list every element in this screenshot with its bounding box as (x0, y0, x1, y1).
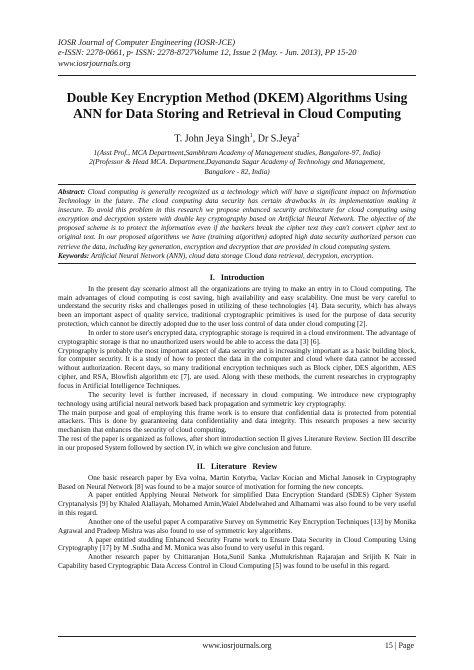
paragraph: A paper entitled Applying Neural Network for simplified Data Encryption Standard (SDES) Cipher System Cryptanalysis [9] by Khaled Alallayah, Mohamed Amin,Waiel Abdelwahed and Alhamami was also found to be very useful in this regard. (58, 491, 416, 518)
footer-rule (58, 636, 416, 637)
keywords-text: Artificial Neural Network (ANN), cloud data storage Cloud data retrieval, decryption, encryption. (89, 251, 374, 260)
affiliation-2-cont: Bangalore - 82, India) (204, 166, 270, 176)
footer-url: www.iosrjournals.org (202, 641, 272, 650)
author-name: T. John Jeya Singh (174, 133, 250, 145)
abstract-top-rule (58, 184, 416, 185)
section-number: I. (209, 272, 215, 282)
paragraph: The security level is further increased, if necessary in cloud computing. We introduce new cryptography technology using artificial neural network based back propagation and symmetric key cryptography. (58, 390, 416, 408)
journal-issn: e-ISSN: 2278-0661, p- ISSN: 2278-8727Volume 12, Issue 2 (May. - Jun. 2013), PP 15-20 (58, 48, 357, 58)
keywords (58, 252, 416, 261)
section-title: Literature Review (210, 461, 278, 471)
journal-name: IOSR Journal of Computer Engineering (IOSR-JCE) (58, 38, 236, 47)
abstract-bottom-rule (58, 263, 416, 264)
author-name: Dr S.Jeya (257, 133, 297, 145)
author-sup: 1 (249, 133, 253, 140)
page-number: 15 | Page (384, 641, 414, 650)
paragraph: In the present day scenario almost all the organizations are trying to make an entry in to Cloud computing. The main advantages of cloud computing is cost saving, high availability and easy scalability. One must be very careful to understand the security risks and challenges posed in utilizing of these technologies [4]. Data security, which has always been an important aspect of quality service, traditional cryptographic primitives is used for the purpose of data security protection, which cannot be directly adopted due to the user loss control of data under cloud computing [2]. (58, 284, 416, 329)
affiliation-2: 2(Professor & Head MCA. Department,Dayananda Sagar Academy of Technology and Management, (89, 157, 385, 167)
paragraph: One basic research paper by Eva volna, Martin Kotyrba, Vaclav Kocian and Michal Janosek in Cryptography Based on Neural Network [8] was found to be a major source of motivation for forming the new concepts. (58, 473, 416, 491)
journal-url: www.iosrjournals.org (58, 58, 131, 68)
abstract-text: Cloud computing is generally recognized as a technology which will have a significant impact on Information Technology in the future. The cloud computing data security has certain drawbacks in its implementation making it insecure. To avoid this problem in this research we propose enhanced security architecture for cloud computing using encryption and decryption system with double key cryptography based on Artificial Neural Network. The objective of the proposed scheme is to protect the information even if the hackers break the cipher text they can't convert cipher text to original text. In our proposed algorithms we have (training algorithm) adopted high data security authorized person can retrieve the data, including key generation, encryption and decryption that are provided in cloud computing system. (58, 187, 416, 251)
abstract (58, 188, 416, 252)
paragraph: A paper entitled studding Enhanced Security Frame work to Ensure Data Security in Cloud Computing Using Cryptography [17] by M .Sudha and M. Monica was also found to very useful in this regard. (58, 535, 416, 553)
section-title: Introduction (220, 272, 265, 282)
paragraph: The rest of the paper is organized as follows, after short introduction section II gives Literature Review. Section III describe in our proposed System followed by section IV, in which we give conclusion and future. (58, 435, 416, 452)
keywords-label: Keywords: (58, 251, 90, 260)
section-heading-literature-review (58, 462, 416, 472)
header-rule (58, 75, 416, 76)
abstract-label: Abstract: (58, 187, 86, 196)
section-heading-introduction (58, 273, 416, 283)
affiliation-1: 1(Asst Prof., MCA Department,Sambhram Academy of Management studies, Bangalore-97, India) (93, 147, 381, 157)
section-number: II. (196, 461, 205, 471)
journal-header (58, 38, 416, 69)
paragraph: The main purpose and goal of employing this frame work is to ensure that confidential data is protected from potential attackers. This is done by guaranteeing data confidentiality and data integrity. This research proposes a new security mechanism that enhances the security of cloud computing. (58, 408, 416, 435)
paragraph: Cryptography is probably the most important aspect of data security and is increasingly important as a basic building block, for computer security. It is a study of how to protect the data in the computer and cloud where data cannot be accessed without authorization. Recent days, so many traditional encryption techniques such as Block cipher, DES algorithm, AES cipher, and RSA, Blowfish algorithm etc [7], are used. Along with these methods, the current researches in cryptography focus in Artificial Intelligence Techniques. (58, 346, 416, 390)
author-line (58, 130, 416, 145)
affiliations (58, 148, 416, 176)
paper-title: Double Key Encryption Method (DKEM) Algorithms Using ANN for Data Storing and Retrieval in Cloud Computing (66, 90, 408, 121)
paragraph: Another research paper by Chittaranjan Hota,Sunil Sanka ,Muttukrishnan Rajarajan and Srijith K Nair in Capability based Cryptographic Data Access Control in Cloud Computing [5] was found to be useful in this regard. (58, 553, 416, 571)
author-sup: 2 (296, 133, 300, 140)
author-separator: , (252, 133, 258, 145)
paragraph: Another one of the useful paper A comparative Survey on Symmetric Key Encryption Techniques [13] by Monika Agrawal and Pradeep Mishra was also found to use of symmetric key algorithms. (58, 517, 416, 535)
paragraph: In order to store user's encrypted data, cryptographic storage is required in a cloud environment. The advantage of cryptographic storage is that no unauthorized users would be able to access the data [3] [6]. (58, 328, 416, 346)
